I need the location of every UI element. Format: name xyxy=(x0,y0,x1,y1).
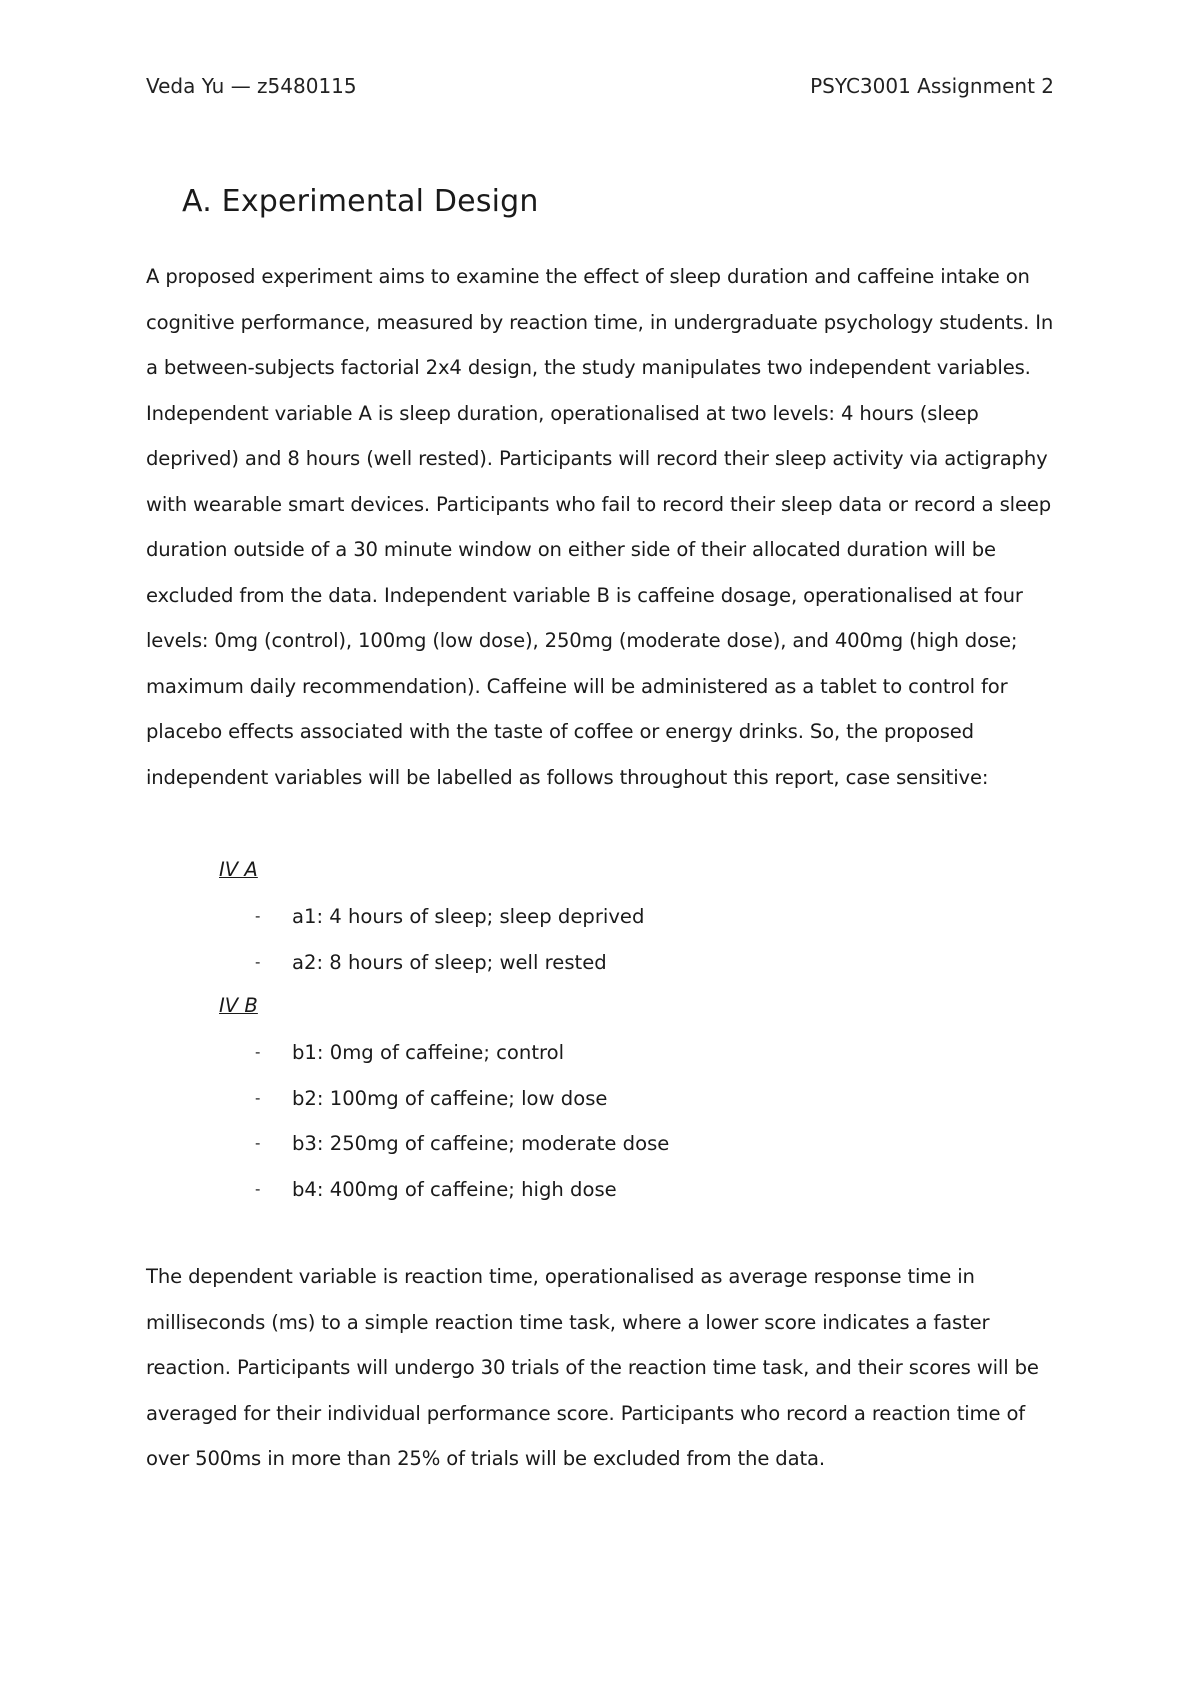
header-course: PSYC3001 Assignment 2 xyxy=(810,74,1054,98)
list-item-text: b1: 0mg of caffeine; control xyxy=(292,1041,565,1064)
bullet-marker: - xyxy=(255,1134,261,1152)
section-heading: A. Experimental Design xyxy=(182,184,539,219)
header-author: Veda Yu — z5480115 xyxy=(146,74,357,98)
iv-b-label: IV B xyxy=(219,994,258,1017)
list-item-text: b3: 250mg of caffeine; moderate dose xyxy=(292,1132,670,1155)
bullet-marker: - xyxy=(255,1043,261,1061)
bullet-marker: - xyxy=(255,1088,261,1107)
iv-a-label: IV A xyxy=(219,858,258,881)
bullet-marker: - xyxy=(255,952,261,971)
bullet-marker: - xyxy=(255,1179,261,1198)
intro-paragraph: A proposed experiment aims to examine the effect of sleep duration and caffeine intake on cognitive performance, measured by reaction time, in undergraduate psychology students. In a between-subjects factorial 2x4 design, the study manipulates two independent variables. Independent variable A is sleep duration, operationalised at two levels: 4 hours (sleep deprived) and 8 hours (well rested). Participants will record their sleep activity via actigraphy with wearable smart devices. Participants who fail to record their sleep data or record a sleep duration outside of a 30 minute window on either side of their allocated duration will be excluded from the data. Independent variable B is caffeine dosage, operationalised at four levels: 0mg (control), 100mg (low dose), 250mg (moderate dose), and 400mg (high dose; maximum daily recommendation). Caffeine will be administered as a tablet to control for placebo effects associated with the taste of coffee or energy drinks. So, the proposed independent variables will be labelled as follows throughout this report, case sensitive: xyxy=(146,265,1054,789)
list-item-text: b4: 400mg of caffeine; high dose xyxy=(292,1177,617,1201)
list-item-text: a1: 4 hours of sleep; sleep deprived xyxy=(292,905,645,928)
list-item-text: b2: 100mg of caffeine; low dose xyxy=(292,1086,608,1110)
bullet-marker: - xyxy=(255,907,261,925)
page-header xyxy=(146,74,1054,104)
dv-paragraph: The dependent variable is reaction time, operationalised as average response time in milliseconds (ms) to a simple reaction time task, where a lower score indicates a faster reaction. Participants will undergo 30 trials of the reaction time task, and their scores will be averaged for their individual performance score. Participants who record a reaction time of over 500ms in more than 25% of trials will be excluded from the data. xyxy=(146,1265,1039,1470)
list-item-text: a2: 8 hours of sleep; well rested xyxy=(292,950,607,974)
